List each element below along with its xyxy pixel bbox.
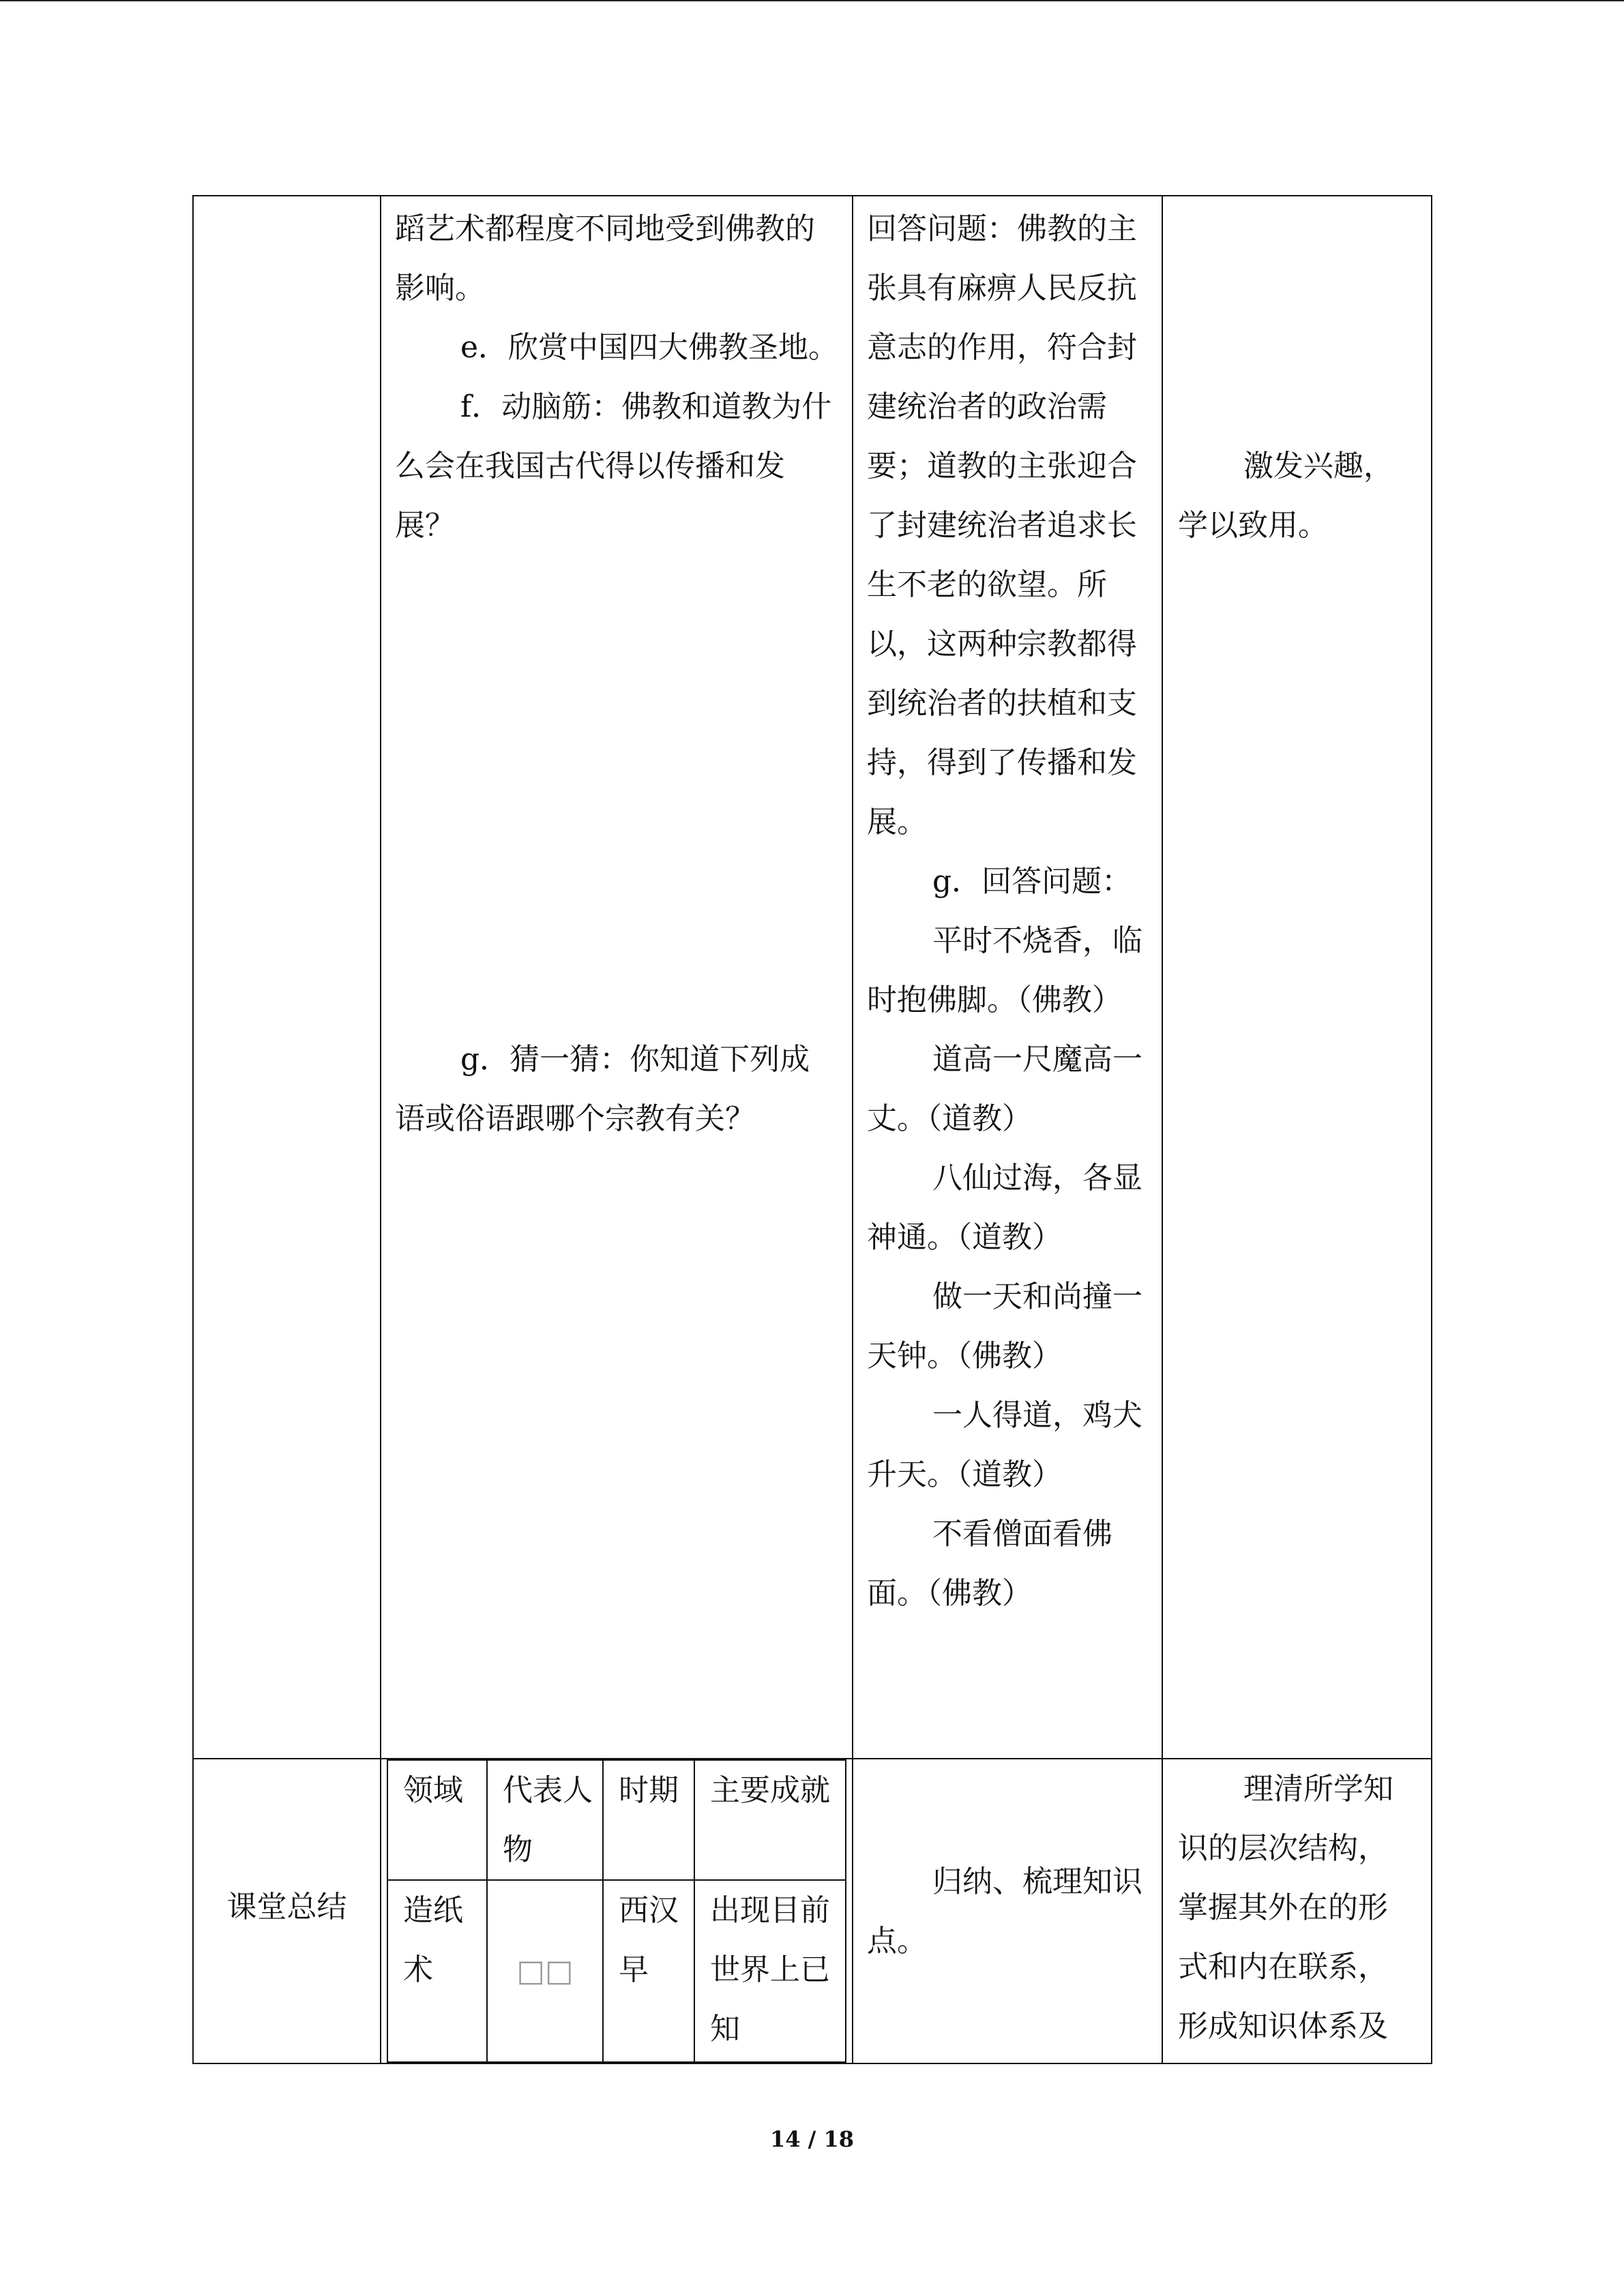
- data-cell: 西汉早: [603, 1880, 694, 2062]
- header-cell: 代表人物: [487, 1760, 603, 1880]
- stage-cell-summary: [193, 1759, 381, 2063]
- teacher-text: e．欣赏中国四大佛教圣地。: [460, 330, 839, 365]
- header-cell: 时期: [603, 1760, 694, 1880]
- student-text: g．回答问题：: [932, 864, 1132, 899]
- table-row-summary: [193, 1759, 1432, 2063]
- teacher-text: 蹈艺术都程度不同地受到佛教的影响。: [395, 211, 815, 305]
- purpose-cell: [1162, 196, 1432, 1759]
- student-text: 八仙过海，各显神通。（道教）: [867, 1161, 1142, 1255]
- stage-cell-empty: [193, 196, 381, 1759]
- student-text: 道高一尺魔高一丈。（道教）: [867, 1042, 1142, 1136]
- summary-purpose-text: 理清所学知识的层次结构，掌握其外在的形式和内在联系，形成知识体系及: [1178, 1772, 1393, 2044]
- summary-header-row: [387, 1760, 846, 1880]
- teacher-activity-cell: [381, 196, 853, 1759]
- data-cell: 出现目前世界上已知: [694, 1880, 846, 2062]
- summary-data-row: [387, 1880, 846, 2062]
- data-cell: 造纸术: [387, 1880, 487, 2062]
- table-row-activity: [193, 196, 1432, 1759]
- student-text: 做一天和尚撞一天钟。（佛教）: [867, 1279, 1142, 1373]
- summary-student-text: 归纳、梳理知识点。: [867, 1864, 1142, 1958]
- placeholder-box-cell: □□: [487, 1880, 603, 2062]
- header-cell: 领域: [387, 1760, 487, 1880]
- lesson-plan-table: [192, 195, 1432, 2064]
- summary-purpose-cell: [1162, 1759, 1432, 2063]
- page-number: 14 / 18: [769, 2126, 855, 2152]
- teacher-text: g．猜一猜：你知道下列成语或俗语跟哪个宗教有关？: [395, 1042, 810, 1136]
- summary-table-cell: [381, 1759, 853, 2063]
- stage-label: 课堂总结: [226, 1890, 347, 1924]
- student-text: 平时不烧香，临时抱佛脚。（佛教）: [867, 923, 1142, 1017]
- header-cell: 主要成就: [694, 1760, 846, 1880]
- teacher-text: f．动脑筋：佛教和道教为什么会在我国古代得以传播和发展？: [395, 389, 832, 543]
- achievement-summary-table: [387, 1759, 846, 2063]
- spacer: [395, 555, 840, 1030]
- summary-student-cell: [853, 1759, 1162, 2063]
- student-text: 不看僧面看佛面。（佛教）: [867, 1517, 1112, 1611]
- student-activity-cell: [853, 196, 1162, 1759]
- student-text: 回答问题：佛教的主张具有麻痹人民反抗意志的作用，符合封建统治者的政治需要；道教的主张迎合了封建统治者追求长生不老的欲望。所以，这两种宗教都得到统治者的扶植和支持，得到了传播和发展。: [867, 211, 1137, 839]
- student-text: 一人得道，鸡犬升天。（道教）: [867, 1398, 1142, 1492]
- purpose-text: 激发兴趣，学以致用。: [1178, 449, 1393, 543]
